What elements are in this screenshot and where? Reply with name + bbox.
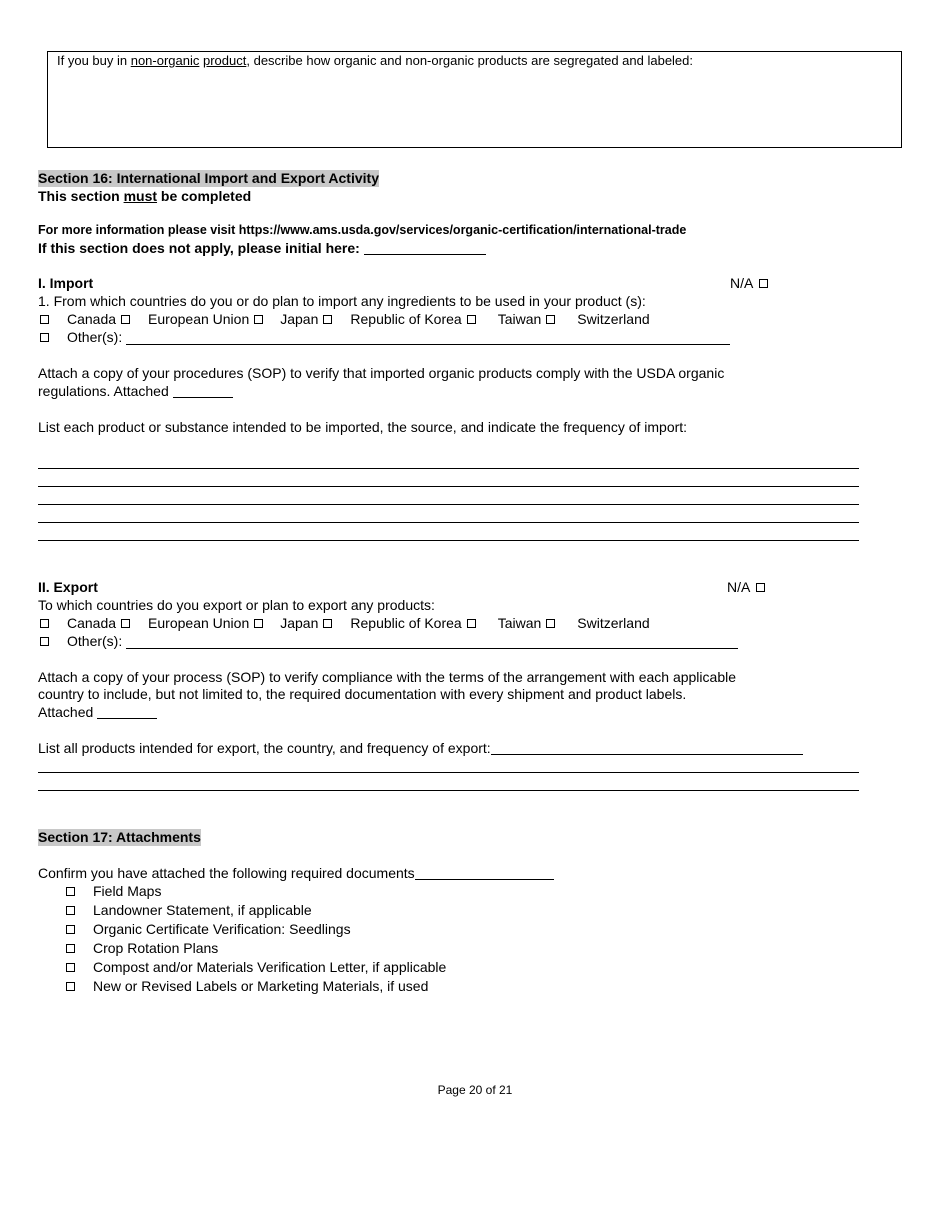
attachment-item: Landowner Statement, if applicable	[66, 902, 312, 919]
import-na-checkbox[interactable]	[759, 279, 768, 288]
attachment-checkbox[interactable]	[66, 982, 75, 991]
attachment-checkbox[interactable]	[66, 963, 75, 972]
import-question: 1. From which countries do you or do plan to import any ingredients to be used in your product (s):	[38, 293, 646, 309]
import-heading: I. Import	[38, 275, 94, 291]
export-sop-line3: Attached	[38, 704, 157, 721]
import-japan-checkbox[interactable]	[254, 315, 263, 324]
export-country-row: Canada European Union Japan Republic of Korea Taiwan Switzerland	[40, 615, 650, 632]
import-others-field[interactable]	[126, 330, 730, 345]
export-sop-line1: Attach a copy of your process (SOP) to verify compliance with the terms of the arrangement with each applicable	[38, 669, 736, 685]
export-list-field[interactable]	[491, 740, 803, 755]
import-attached-field[interactable]	[173, 383, 233, 398]
section16-initial: If this section does not apply, please initial here:	[38, 240, 486, 257]
page-number: Page 20 of 21	[437, 1083, 513, 1097]
import-others-checkbox[interactable]	[40, 333, 49, 342]
export-sop-line2: country to include, but not limited to, the required documentation with every shipment and product labels.	[38, 686, 687, 702]
export-japan-checkbox[interactable]	[254, 619, 263, 628]
import-korea-checkbox[interactable]	[323, 315, 332, 324]
section16-info-link[interactable]: For more information please visit https://www.ams.usda.gov/services/organic-certification/international-trade	[38, 223, 687, 237]
export-switzerland-checkbox[interactable]	[546, 619, 555, 628]
export-na-checkbox[interactable]	[756, 583, 765, 592]
attachment-checkbox[interactable]	[66, 887, 75, 896]
export-taiwan-checkbox[interactable]	[467, 619, 476, 628]
import-list-line-4[interactable]	[38, 522, 859, 523]
import-list-line-5[interactable]	[38, 540, 859, 541]
export-list-line-2[interactable]	[38, 790, 859, 791]
export-na: N/A	[727, 579, 773, 596]
import-list-prompt: List each product or substance intended to be imported, the source, and indicate the frequency of import:	[38, 419, 688, 435]
attachment-item: Field Maps	[66, 883, 161, 900]
import-list-line-2[interactable]	[38, 486, 859, 487]
attachment-item: Compost and/or Materials Verification Letter, if applicable	[66, 959, 446, 976]
export-question: To which countries do you export or plan to export any products:	[38, 597, 435, 613]
import-eu-checkbox[interactable]	[121, 315, 130, 324]
section16-title: Section 16: International Import and Export Activity	[38, 170, 379, 186]
export-others-row: Other(s):	[40, 633, 738, 650]
export-list-prompt: List all products intended for export, the country, and frequency of export:	[38, 740, 803, 757]
import-taiwan-checkbox[interactable]	[467, 315, 476, 324]
segregation-prompt: If you buy in non-organic product, describe how organic and non-organic products are segregated and labeled:	[57, 53, 694, 68]
section17-confirm: Confirm you have attached the following required documents	[38, 865, 554, 882]
section16-must-note: This section must be completed	[38, 188, 252, 204]
export-others-field[interactable]	[126, 634, 738, 649]
import-others-row: Other(s):	[40, 329, 730, 346]
import-list-line-1[interactable]	[38, 468, 859, 469]
export-others-checkbox[interactable]	[40, 637, 49, 646]
confirm-field[interactable]	[415, 865, 554, 880]
attachment-item: New or Revised Labels or Marketing Materials, if used	[66, 978, 428, 995]
import-sop-line1: Attach a copy of your procedures (SOP) to verify that imported organic products comply with the USDA organic	[38, 365, 725, 381]
attachment-checkbox[interactable]	[66, 944, 75, 953]
import-switzerland-checkbox[interactable]	[546, 315, 555, 324]
attachment-checkbox[interactable]	[66, 925, 75, 934]
import-sop-line2: regulations. Attached	[38, 383, 233, 400]
import-list-line-3[interactable]	[38, 504, 859, 505]
attachment-item: Crop Rotation Plans	[66, 940, 218, 957]
export-eu-checkbox[interactable]	[121, 619, 130, 628]
export-attached-field[interactable]	[97, 704, 157, 719]
export-korea-checkbox[interactable]	[323, 619, 332, 628]
import-canada-checkbox[interactable]	[40, 315, 49, 324]
section17-title: Section 17: Attachments	[38, 829, 201, 845]
export-canada-checkbox[interactable]	[40, 619, 49, 628]
import-na: N/A	[730, 275, 776, 292]
import-country-row: Canada European Union Japan Republic of Korea Taiwan Switzerland	[40, 311, 650, 328]
initial-field[interactable]	[364, 240, 486, 255]
export-heading: II. Export	[38, 579, 98, 595]
segregation-textarea[interactable]	[47, 51, 902, 148]
attachment-checkbox[interactable]	[66, 906, 75, 915]
attachment-item: Organic Certificate Verification: Seedlings	[66, 921, 351, 938]
export-list-line-1[interactable]	[38, 772, 859, 773]
